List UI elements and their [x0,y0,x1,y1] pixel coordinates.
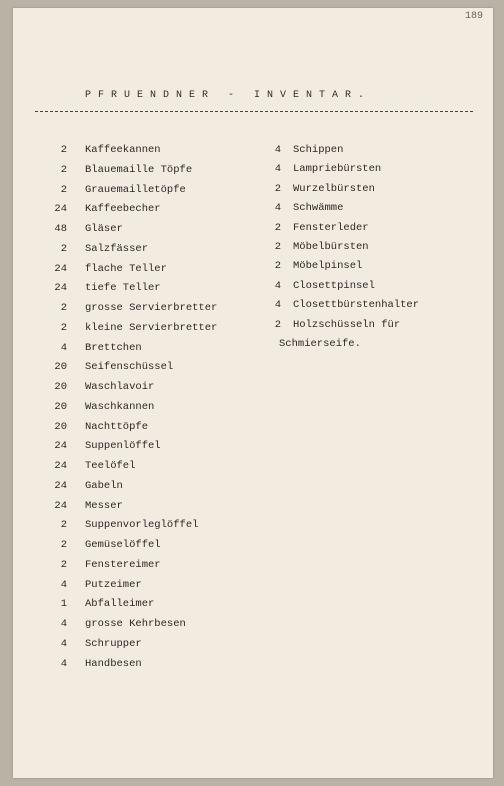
inventory-item [45,598,217,618]
inventory-item [45,263,217,283]
item-quantity: 2 [60,321,67,334]
item-name: grosse Kehrbesen [85,618,186,630]
inventory-item [45,184,217,204]
item-name: Kaffeekannen [85,144,161,156]
item-quantity: 2 [274,260,281,273]
inventory-item [45,164,217,184]
item-name: Teelöfel [85,460,136,472]
item-quantity: 24 [54,460,67,472]
item-quantity: 4 [274,202,281,215]
item-quantity: 4 [60,637,67,650]
item-quantity: 24 [54,440,67,453]
item-name: Putzeimer [85,578,142,591]
item-quantity: 2 [60,558,67,571]
item-name: Gemüselöffel [85,539,161,551]
item-name: Closettbürstenhalter [293,299,420,312]
item-name: Wurzelbürsten [293,182,375,195]
item-quantity: 24 [54,262,67,275]
item-quantity: 4 [274,279,281,292]
inventory-item [45,144,217,164]
inventory-item [45,203,217,223]
item-name: tiefe Teller [85,282,161,295]
item-name: Salzfässer [85,242,149,255]
item-name: Abfalleimer [85,598,155,611]
item-quantity: 4 [60,578,67,591]
item-quantity: 4 [60,657,67,670]
item-quantity: 2 [60,163,67,176]
item-quantity: 4 [274,163,281,176]
inventory-item-continuation: Schmierseife. [279,337,361,350]
item-quantity: 24 [54,282,67,295]
item-quantity: 2 [274,221,281,234]
inventory-item [45,559,217,579]
title-underline [35,111,473,112]
inventory-list-left [45,144,217,677]
item-name: kleine Servierbretter [85,321,218,334]
document-title: PFRUENDNER - INVENTAR. [85,90,372,101]
item-name: Waschkannen [85,400,155,413]
inventory-item [45,361,217,381]
item-quantity: 20 [54,400,67,413]
item-name: Messer [85,499,123,512]
item-quantity: 2 [60,539,67,551]
item-quantity: 2 [274,240,281,253]
item-quantity: 20 [54,420,67,433]
item-quantity: 2 [60,183,67,196]
item-name: Holzschüsseln für [293,318,401,331]
item-name: grosse Servierbretter [85,302,218,314]
item-name: Möbelbürsten [293,240,369,253]
item-name: Suppenlöffel [85,440,161,453]
item-name: flache Teller [85,262,167,275]
item-quantity: 24 [54,499,67,512]
item-name: Lampriebürsten [293,163,382,176]
item-name: Fenstereimer [85,558,161,571]
inventory-item [269,280,419,299]
item-quantity: 2 [60,144,67,156]
inventory-item [45,480,217,500]
item-name: Handbesen [85,657,142,670]
inventory-item [45,638,217,658]
item-name: Brettchen [85,341,142,354]
inventory-item [45,322,217,342]
item-name: Möbelpinsel [293,260,363,273]
item-quantity: 4 [60,618,67,630]
inventory-item [45,500,217,520]
item-name: Nachttöpfe [85,420,149,433]
item-name: Blauemaille Töpfe [85,163,193,176]
item-name: Schippen [293,144,344,156]
item-quantity: 48 [54,223,67,235]
item-quantity: 1 [60,598,67,611]
inventory-list-right [269,144,419,350]
inventory-item [45,302,217,322]
item-quantity: 24 [54,479,67,492]
item-name: Fensterleder [293,221,369,234]
item-quantity: 2 [60,302,67,314]
item-quantity: 4 [274,299,281,312]
inventory-item [269,241,419,260]
inventory-item [45,579,217,599]
inventory-item [269,222,419,241]
inventory-item [269,163,419,182]
item-name: Schrupper [85,637,142,650]
item-name: Grauemailletöpfe [85,183,186,196]
inventory-item [269,183,419,202]
inventory-item [45,658,217,678]
item-quantity: 2 [60,242,67,255]
item-name: Closettpinsel [293,279,375,292]
item-quantity: 2 [60,519,67,532]
item-name: Schwämme [293,202,344,215]
item-quantity: 20 [54,381,67,393]
item-name: Gabeln [85,479,123,492]
item-quantity: 4 [274,144,281,156]
item-name: Seifenschüssel [85,361,174,374]
inventory-item [269,299,419,318]
item-name: Suppenvorleglöffel [85,519,199,532]
item-quantity: 2 [274,182,281,195]
item-name: Kaffeebecher [85,203,161,216]
inventory-item [45,519,217,539]
inventory-item [269,144,419,163]
inventory-item [45,440,217,460]
inventory-item [269,319,419,338]
inventory-item [45,460,217,480]
item-quantity: 24 [54,203,67,216]
item-quantity: 20 [54,361,67,374]
item-name: Gläser [85,223,123,235]
item-name: Waschlavoir [85,381,155,393]
inventory-item [45,342,217,362]
page-number: 189 [464,11,483,22]
inventory-item [45,421,217,441]
inventory-item [45,618,217,638]
item-quantity: 4 [60,341,67,354]
inventory-item [269,202,419,221]
inventory-item [45,539,217,559]
item-quantity: 2 [274,318,281,331]
inventory-item [45,381,217,401]
inventory-item [45,243,217,263]
inventory-item [269,260,419,279]
document-page [13,8,493,778]
inventory-item [45,223,217,243]
inventory-item [45,282,217,302]
inventory-item [45,401,217,421]
